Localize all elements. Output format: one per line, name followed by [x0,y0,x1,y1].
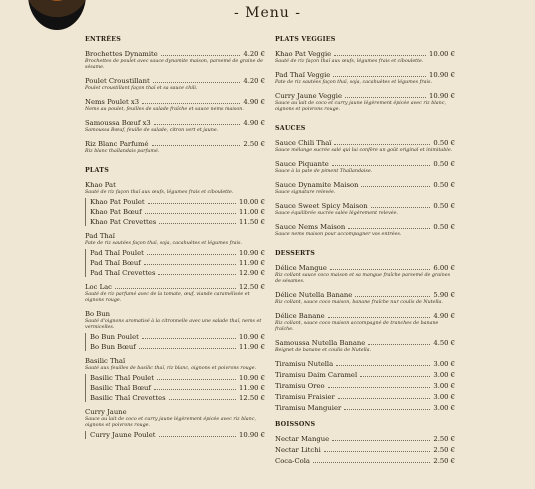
item-name: Tiramisu Manguier [275,404,342,412]
menu-item [275,160,455,175]
variant-row [90,269,265,277]
item-name: Curry Jaune Veggie [275,92,342,100]
leader-dots [330,269,430,270]
section-title-veggies: PLATS VEGGIES [275,36,336,43]
variant-price: 10.90 € [239,333,265,341]
item-description: Sauce nems maison pour accompagner vos entrées. [275,232,402,237]
item-description: Riz collant, sauce coco maison accompagné de tranches de banane fraîche. [275,321,439,332]
variant-price: 10.90 € [239,374,265,382]
variant-name: Khao Pat Poulet [90,198,145,206]
variant-list [85,198,265,226]
variant-row [90,198,265,206]
group-title: Khao Pat [85,181,116,189]
group-title: Bo Bun [85,310,110,318]
leader-dots [159,223,236,224]
variant-price: 12.50 € [239,394,265,402]
item-price: 0.50 € [433,202,455,210]
item-price: 3.00 € [433,360,455,368]
menu-item [85,283,265,304]
item-name: Délice Mangue [275,264,327,272]
item-name: Nems Poulet x3 [85,98,140,106]
item-price: 4.20 € [243,77,265,85]
item-price: 2.50 € [243,140,265,148]
menu-item [275,223,455,238]
item-name: Samoussa Bœuf x3 [85,119,151,127]
item-name: Sauce Nems Maison [275,223,346,231]
item-description: Sauté de riz façon thaï aux œufs, légumes frais et ciboulette. [275,59,424,64]
menu-item [275,139,455,154]
item-description: Sauce à la pate de piment Thaïlandaise. [275,169,373,174]
variant-price: 10.90 € [239,249,265,257]
leader-dots [345,97,426,98]
leader-dots [154,389,236,390]
item-description: Samoussa Bœuf, feuille de salade, citron vert et jaune. [85,128,219,133]
item-price: 4.20 € [243,50,265,58]
variant-price: 10.90 € [239,431,265,439]
leader-dots [328,317,431,318]
leader-dots [355,296,430,297]
menu-item [275,50,455,65]
menu-item [85,140,265,155]
item-name: Samoussa Nutella Banane [275,339,366,347]
item-price: 4.50 € [433,339,455,347]
item-description: Sauce signature relevée. [275,190,336,195]
item-name: Khao Pat Veggie [275,50,332,58]
item-description: Brochettes de poulet avec sauce dynamite maison, parsemé de graine de sésame. [85,59,263,70]
item-price: 4.90 € [243,98,265,106]
leader-dots [361,186,430,187]
leader-dots [324,451,431,452]
group-description: Pate de riz sautées façon thaï, soja, cacahuètes et légumes frais. [85,241,243,246]
leader-dots [159,436,237,437]
menu-item [275,202,455,217]
variant-row [90,343,265,351]
group-title: Curry Jaune [85,408,127,416]
item-name: Tiramisu Daim Caramel [275,371,358,379]
menu-item [85,77,265,92]
variant-name: Basilic Thaï Poulet [90,374,155,382]
item-price: 3.00 € [433,404,455,412]
leader-dots [338,398,431,399]
item-price: 3.00 € [433,382,455,390]
leader-dots [332,440,430,441]
item-price: 10.90 € [429,71,455,79]
menu-item [275,404,455,412]
item-price: 0.50 € [433,223,455,231]
leader-dots [154,124,241,125]
menu-item [275,435,455,443]
leader-dots [360,376,430,377]
item-name: Nectar Mangue [275,435,330,443]
menu-group-basilic [85,357,265,402]
variant-name: Basilic Thaï Bœuf [90,384,151,392]
leader-dots [344,409,430,410]
variant-row [90,384,265,392]
leader-dots [142,103,240,104]
item-description: Poulet croustillant façon thaï et sa sauce chili. [85,86,198,91]
item-price: 0.50 € [433,181,455,189]
item-name: Loc Lac [85,283,112,291]
item-name: Sauce Piquante [275,160,329,168]
leader-dots [334,144,430,145]
item-name: Délice Nutella Banane [275,291,353,299]
variant-name: Curry Jaune Poulet [90,431,156,439]
variant-row [90,218,265,226]
item-name: Poulet Croustillant [85,77,150,85]
leader-dots [334,55,426,56]
item-name: Sauce Chili Thaï [275,139,332,147]
item-name: Tiramisu Nutella [275,360,334,368]
leader-dots [333,76,426,77]
item-price: 3.00 € [433,393,455,401]
leader-dots [115,288,236,289]
item-price: 4.90 € [243,119,265,127]
variant-price: 12.90 € [239,269,265,277]
item-description: Sauce mélange sucrée salé qui lui confère un goût original et inimitable. [275,148,453,153]
item-price: 10.00 € [429,50,455,58]
item-description: Riz blanc thaïlandais parfumé. [85,149,160,154]
item-description: Pate de riz sautées façon thaï, soja, cacahuètes et légumes frais. [275,80,433,85]
leader-dots [313,462,430,463]
left-column [85,36,265,445]
variant-row [90,249,265,257]
leader-dots [332,165,431,166]
leader-dots [152,145,241,146]
menu-item [85,50,265,71]
menu-group-khao-pat [85,181,265,226]
group-description: Sauté d'oignons aromatisé à la citronnelle avec une salade thaï, nems et vermicelles. [85,319,262,330]
item-name: Tiramisu Oreo [275,382,325,390]
item-name: Coca-Cola [275,457,310,465]
menu-group-curry [85,408,265,439]
menu-item [275,181,455,196]
variant-name: Pad Thaï Crevettes [90,269,156,277]
menu-item [275,360,455,368]
leader-dots [144,264,236,265]
group-description: Sauté de riz façon thaï aux œufs, légumes frais et ciboulette. [85,190,234,195]
menu-group-bo-bun [85,310,265,351]
leader-dots [371,207,431,208]
menu-item [85,119,265,134]
variant-list [85,431,265,439]
group-description: Sauce au lait de coco et curry jaune légèrement épicée avec riz blanc, oignons et poivrons rouge. [85,417,256,428]
variant-name: Khao Pat Bœuf [90,208,142,216]
section-title-plats: PLATS [85,167,109,174]
variant-list [85,333,265,351]
item-price: 3.00 € [433,371,455,379]
menu-item [275,393,455,401]
menu-item [275,457,455,465]
item-name: Tiramisu Fraisier [275,393,335,401]
leader-dots [145,213,236,214]
leader-dots [153,82,241,83]
item-name: Pad Thaï Veggie [275,71,331,79]
item-price: 4.90 € [433,312,455,320]
item-price: 0.50 € [433,139,455,147]
variant-row [90,431,265,439]
menu-item [275,312,455,333]
item-description: Sauce équilibrée sucrée salée légèrement relevée. [275,211,399,216]
item-description: Beignet de banane et coulis de Nutella. [275,348,372,353]
variant-price: 11.50 € [239,218,265,226]
menu-title: - Menu - [233,5,301,21]
variant-name: Pad Thaï Bœuf [90,259,141,267]
item-price: 10.90 € [429,92,455,100]
menu-item [275,371,455,379]
leader-dots [368,344,430,345]
group-title: Basilic Thaï [85,357,126,365]
variant-name: Bo Bun Poulet [90,333,139,341]
menu-item [85,98,265,113]
item-name: Sauce Dynamite Maison [275,181,359,189]
menu-item [275,291,455,306]
item-name: Délice Banane [275,312,325,320]
menu-item [275,339,455,354]
item-description: Nems au poulet, feuilles de salade fraîche et sauce nems maison. [85,107,244,112]
variant-name: Pad Thaï Poulet [90,249,144,257]
item-name: Riz Blanc Parfumé [85,140,149,148]
leader-dots [147,254,236,255]
section-title-sauces: SAUCES [275,125,306,132]
variant-list [85,374,265,402]
right-column [275,36,455,468]
item-description: Sauce au lait de coco et curry jaune légèrement épicée avec riz blanc, oignons et poivrons rouge. [275,101,446,112]
variant-row [90,208,265,216]
item-price: 2.50 € [433,446,455,454]
section-title-entrees: ENTRÉES [85,36,122,43]
leader-dots [328,387,431,388]
leader-dots [169,399,236,400]
menu-item [275,264,455,285]
item-name: Sauce Sweet Spicy Maison [275,202,368,210]
leader-dots [348,228,430,229]
leader-dots [161,55,241,56]
item-description: Riz collant sauce coco maison et sa mangue fraîche parsemé de graines de sésames. [275,273,451,284]
item-price: 5.90 € [433,291,455,299]
variant-row [90,259,265,267]
item-name: Brochettes Dynamite [85,50,158,58]
leader-dots [142,338,236,339]
variant-row [90,374,265,382]
variant-price: 11.90 € [239,259,265,267]
leader-dots [148,203,236,204]
item-price: 12.50 € [239,283,265,291]
variant-name: Bo Bun Bœuf [90,343,136,351]
section-title-desserts: DESSERTS [275,250,315,257]
menu-item [275,92,455,113]
item-price: 6.00 € [433,264,455,272]
menu-item [275,446,455,454]
variant-row [90,394,265,402]
menu-item [275,382,455,390]
leader-dots [157,379,236,380]
variant-name: Basilic Thaï Crevettes [90,394,166,402]
leader-dots [158,274,236,275]
leader-dots [139,348,236,349]
variant-price: 11.90 € [239,343,265,351]
menu-item [275,71,455,86]
item-name: Nectar Litchi [275,446,321,454]
item-price: 0.50 € [433,160,455,168]
variant-name: Khao Pat Crevettes [90,218,157,226]
variant-price: 11.00 € [239,208,265,216]
group-title: Pad Thaï [85,232,115,240]
item-description: Riz collant, sauce coco maison, banane fraîche nur coulis de Nutella. [275,300,443,305]
variant-list [85,249,265,277]
menu-group-pad-thai [85,232,265,277]
item-price: 2.50 € [433,435,455,443]
variant-price: 11.90 € [239,384,265,392]
item-description: Sauté de riz parfumé avec de la tomate, œuf, viande caramélisée et oignons rouge. [85,292,250,303]
group-description: Sauté aux feuilles de basilic thaï, riz blanc, oignons et poivrons rouge. [85,366,257,371]
leader-dots [336,365,430,366]
variant-price: 10.00 € [239,198,265,206]
item-price: 2.50 € [433,457,455,465]
variant-row [90,333,265,341]
section-title-boissons: BOISSONS [275,421,316,428]
